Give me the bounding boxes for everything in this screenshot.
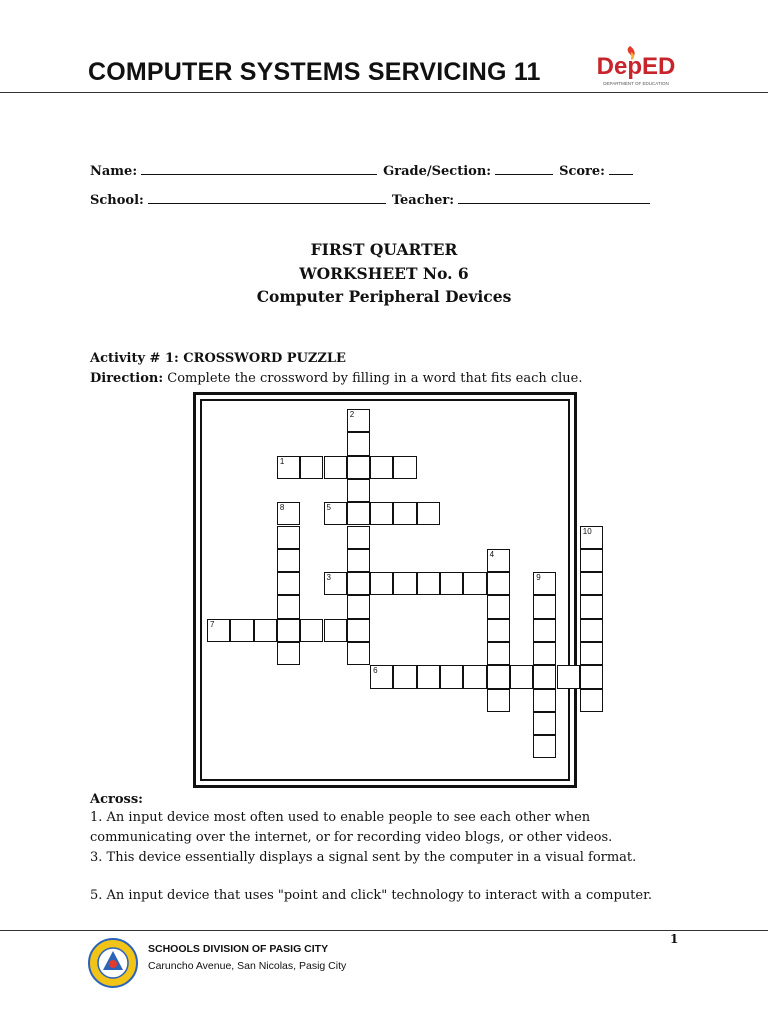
page-number: 1 (670, 932, 679, 946)
worksheet-title: WORKSHEET No. 6 (299, 264, 469, 283)
crossword-cell[interactable] (440, 665, 463, 688)
activity-heading: Activity # 1: CROSSWORD PUZZLE (90, 351, 346, 366)
score-field[interactable] (609, 162, 633, 175)
crossword-cell[interactable] (347, 549, 370, 572)
clue-number: 9 (536, 573, 541, 583)
crossword-cell[interactable] (487, 689, 510, 712)
crossword-cell[interactable] (347, 572, 370, 595)
crossword-cell[interactable] (277, 619, 300, 642)
crossword-cell[interactable] (324, 456, 347, 479)
across-heading: Across: (90, 792, 143, 807)
crossword-cell[interactable] (300, 619, 323, 642)
clue-number: 3 (326, 573, 331, 583)
crossword-cell[interactable] (324, 502, 347, 525)
crossword-cell[interactable] (533, 619, 556, 642)
crossword-cell[interactable] (347, 526, 370, 549)
crossword-cell[interactable] (277, 456, 300, 479)
name-label: Name: (90, 164, 138, 179)
crossword-cell[interactable] (370, 665, 393, 688)
school-teacher-row (90, 191, 656, 208)
crossword-cell[interactable] (347, 502, 370, 525)
crossword-cell[interactable] (533, 642, 556, 665)
crossword-cell[interactable] (347, 595, 370, 618)
crossword-grid (193, 392, 592, 788)
crossword-cell[interactable] (347, 432, 370, 455)
crossword-cell[interactable] (347, 479, 370, 502)
crossword-cell[interactable] (324, 572, 347, 595)
clue-number: 4 (489, 549, 495, 559)
crossword-cell[interactable] (487, 595, 510, 618)
teacher-field[interactable] (458, 191, 650, 204)
crossword-cell[interactable] (254, 619, 277, 642)
crossword-cell[interactable] (487, 642, 510, 665)
crossword-cell[interactable] (533, 735, 556, 758)
crossword-cell[interactable] (580, 595, 603, 618)
crossword-cell[interactable] (487, 665, 510, 688)
footer-divider (0, 930, 768, 931)
clue-number: 7 (210, 619, 215, 629)
svg-text:DEPARTMENT OF EDUCATION: DEPARTMENT OF EDUCATION (603, 81, 669, 86)
crossword-cell[interactable] (580, 642, 603, 665)
crossword-cell[interactable] (277, 549, 300, 572)
clue-number: 2 (349, 410, 355, 419)
crossword-cell[interactable] (580, 526, 603, 549)
clue-number: 5 (326, 503, 331, 513)
direction-body: Complete the crossword by filling in a word that fits each clue. (163, 371, 583, 386)
crossword-cell[interactable] (347, 456, 370, 479)
crossword-cell[interactable] (347, 409, 370, 432)
topic-title: Computer Peripheral Devices (256, 287, 512, 306)
crossword-cell[interactable] (580, 549, 603, 572)
header-divider (0, 92, 768, 93)
crossword-cell[interactable] (487, 619, 510, 642)
crossword-cell[interactable] (277, 572, 300, 595)
logo-text: DepED (596, 53, 676, 80)
crossword-cell[interactable] (324, 619, 347, 642)
schools-division-seal (88, 938, 138, 988)
footer-address: Caruncho Avenue, San Nicolas, Pasig City (148, 960, 347, 972)
crossword-cell[interactable] (580, 619, 603, 642)
crossword-cell[interactable] (370, 456, 393, 479)
grade-section-field[interactable] (495, 162, 553, 175)
crossword-cell[interactable] (510, 665, 533, 688)
crossword-cell[interactable] (393, 456, 416, 479)
crossword-cell[interactable] (463, 665, 486, 688)
clue-number: 8 (279, 503, 285, 513)
crossword-cell[interactable] (417, 665, 440, 688)
crossword-cell[interactable] (277, 595, 300, 618)
crossword-cell[interactable] (580, 665, 603, 688)
clue-across-1: 1. An input device most often used to enable people to see each other when communicating over the internet, or for recording video blogs, or other videos. (90, 810, 613, 845)
document-title: COMPUTER SYSTEMS SERVICING 11 (88, 58, 541, 86)
clue-number: 1 (279, 456, 285, 466)
direction-text (90, 371, 583, 386)
crossword-cell[interactable] (533, 689, 556, 712)
crossword-cell[interactable] (230, 619, 253, 642)
crossword-cell[interactable] (557, 665, 580, 688)
crossword-cell[interactable] (370, 502, 393, 525)
crossword-cell[interactable] (347, 642, 370, 665)
crossword-cell[interactable] (277, 642, 300, 665)
score-label: Score: (559, 164, 605, 179)
crossword-cell[interactable] (417, 502, 440, 525)
name-field[interactable] (141, 162, 377, 175)
crossword-cell[interactable] (370, 572, 393, 595)
crossword-cell[interactable] (207, 619, 230, 642)
clue-number: 6 (373, 666, 378, 676)
direction-label: Direction: (90, 371, 164, 386)
crossword-cell[interactable] (533, 572, 556, 595)
crossword-cell[interactable] (393, 572, 416, 595)
crossword-cell[interactable] (487, 549, 510, 572)
crossword-cell[interactable] (533, 712, 556, 735)
crossword-cell[interactable] (393, 502, 416, 525)
crossword-cell[interactable] (440, 572, 463, 595)
crossword-cell[interactable] (533, 595, 556, 618)
clue-across-5: 5. An input device that uses "point and click" technology to interact with a computer. (90, 888, 652, 903)
name-grade-score-row (90, 162, 639, 179)
crossword-cell[interactable] (487, 572, 510, 595)
crossword-cell[interactable] (277, 526, 300, 549)
crossword-cell[interactable] (533, 665, 556, 688)
crossword-cell[interactable] (393, 665, 416, 688)
deped-logo (590, 42, 682, 90)
crossword-cell[interactable] (463, 572, 486, 595)
footer-school-division: SCHOOLS DIVISION OF PASIG CITY (148, 943, 329, 955)
crossword-cell[interactable] (277, 502, 300, 525)
crossword-cell[interactable] (347, 619, 370, 642)
clue-across-3: 3. This device essentially displays a signal sent by the computer in a visual format. (90, 850, 637, 865)
crossword-cell[interactable] (300, 456, 323, 479)
crossword-cell[interactable] (580, 689, 603, 712)
crossword-cell[interactable] (580, 572, 603, 595)
school-label: School: (90, 193, 144, 208)
grade-section-label: Grade/Section: (383, 164, 492, 179)
crossword-cell[interactable] (417, 572, 440, 595)
school-field[interactable] (148, 191, 386, 204)
quarter-title: FIRST QUARTER (310, 240, 458, 259)
clue-number: 10 (582, 526, 592, 536)
teacher-label: Teacher: (391, 193, 455, 208)
